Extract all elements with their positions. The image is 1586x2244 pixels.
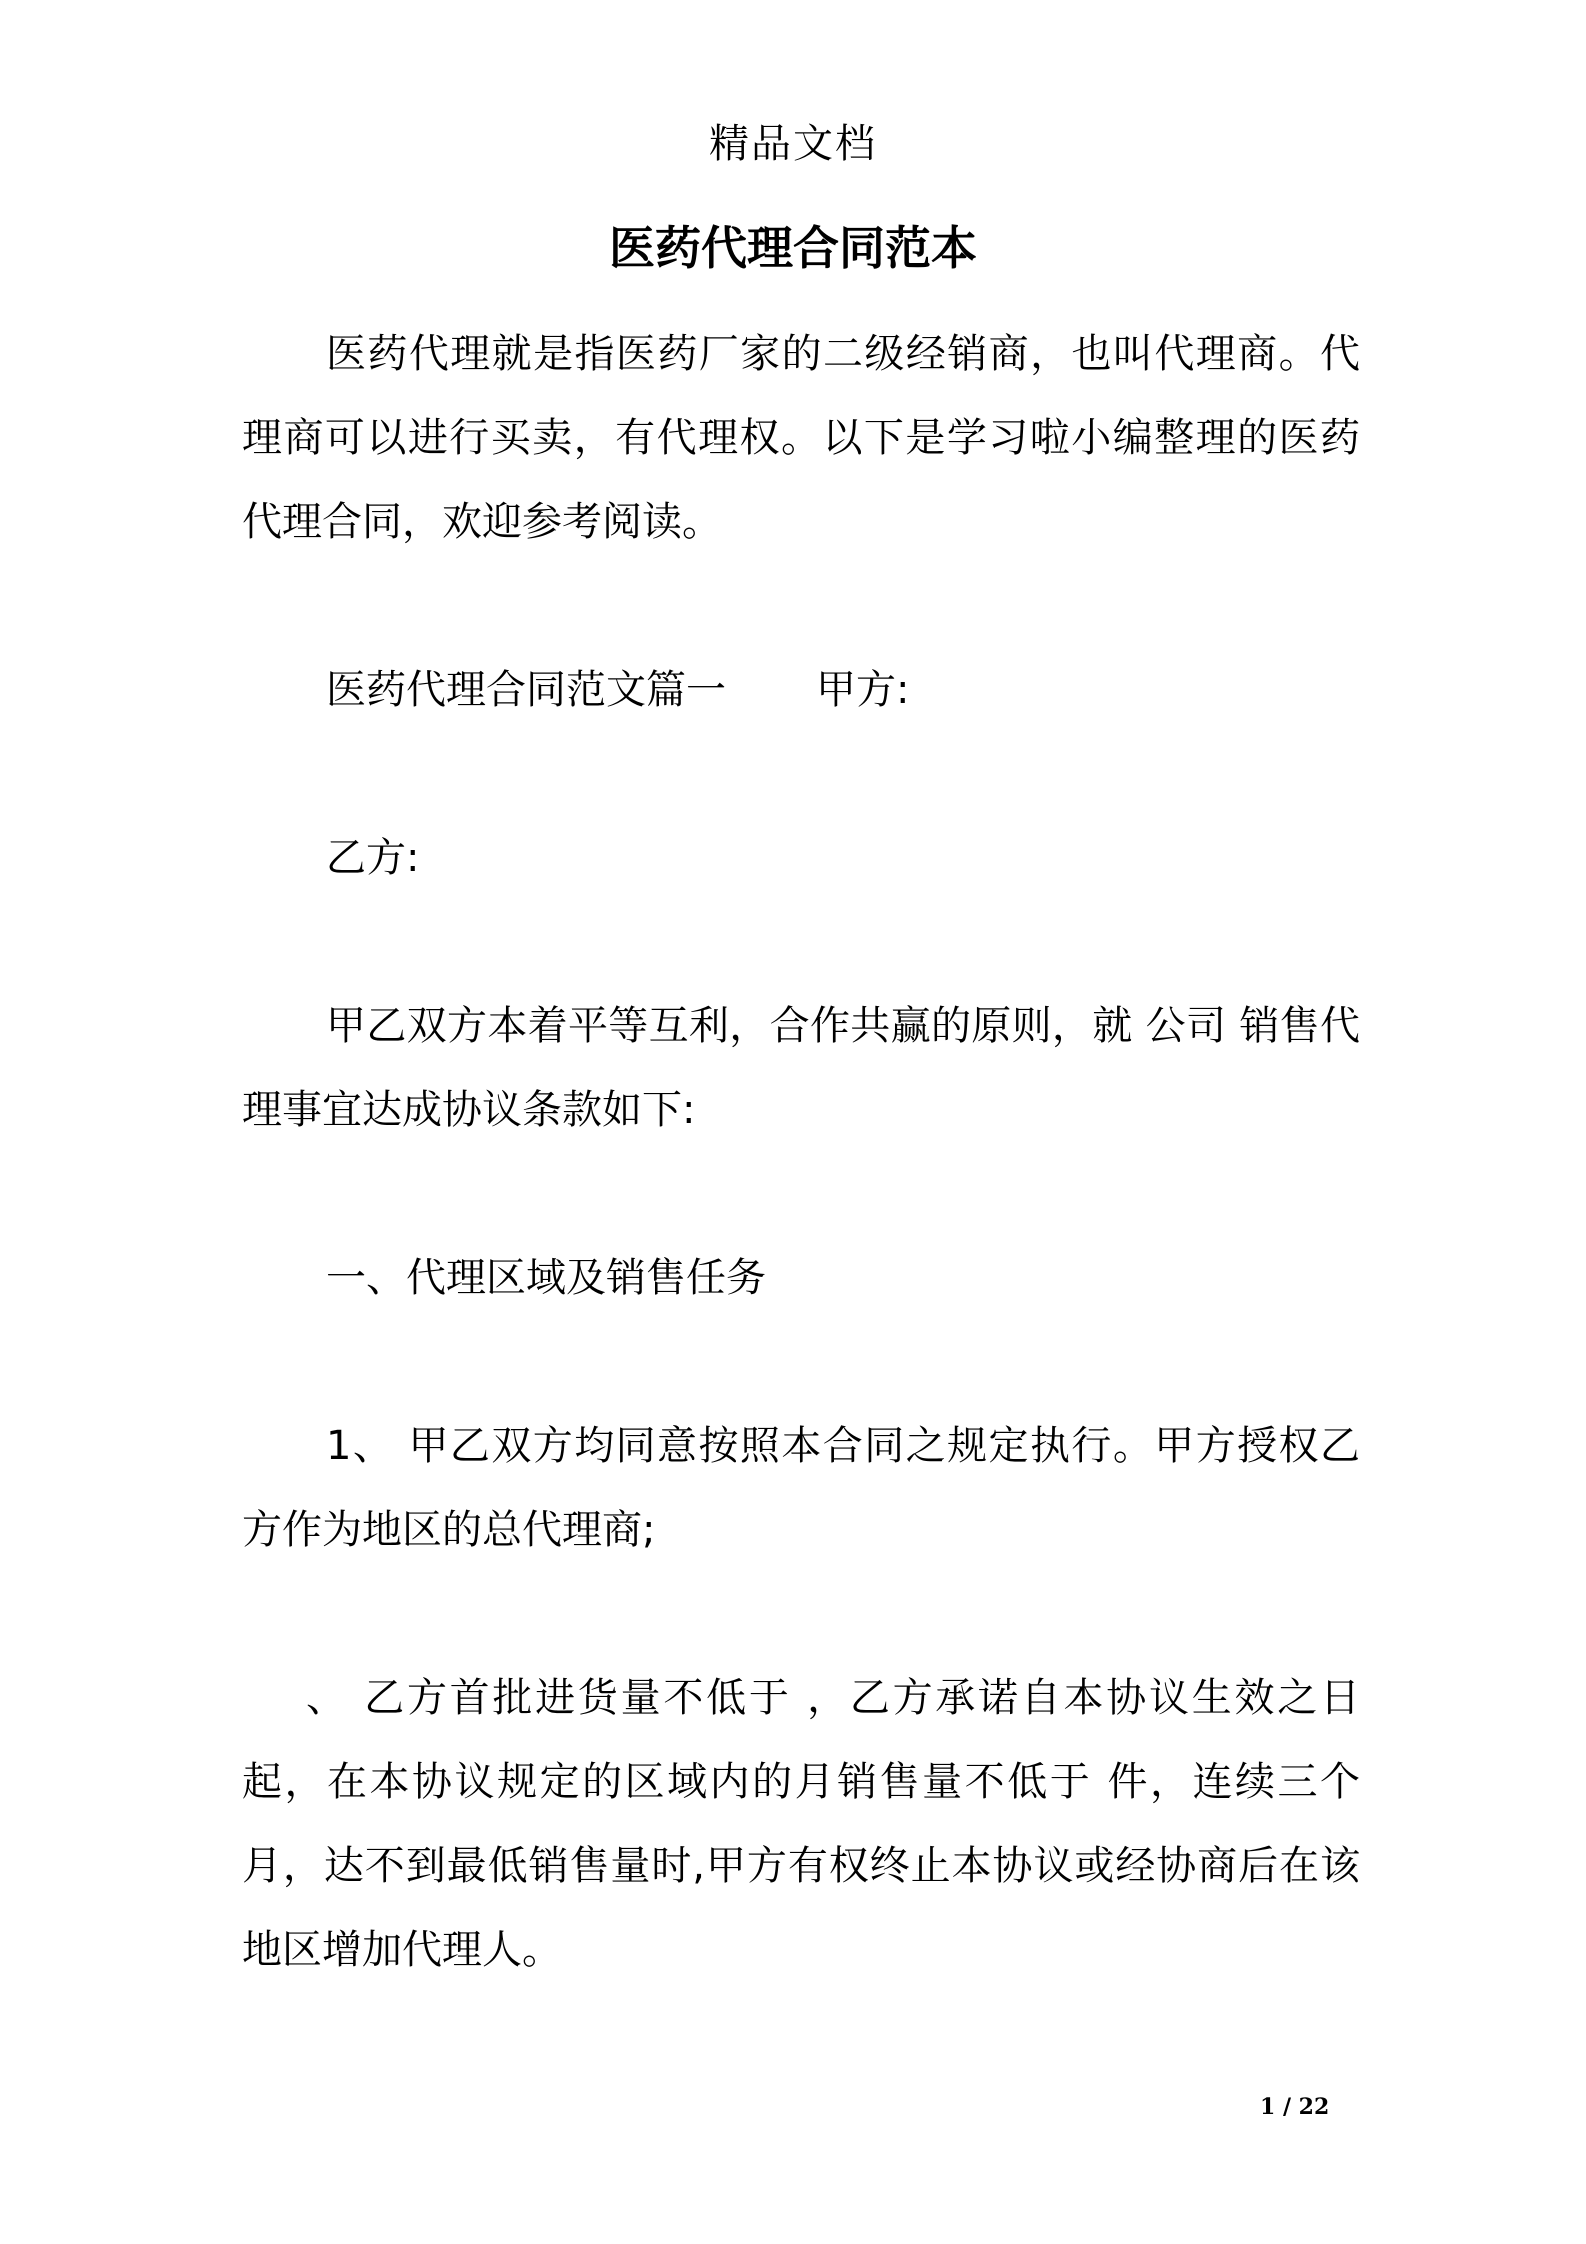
intro-paragraph: 医药代理就是指医药厂家的二级经销商，也叫代理商。代理商可以进行买卖，有代理权。以下是学习啦小编整理的医药代理合同，欢迎参考阅读。 — [242, 331, 1360, 545]
section-heading-line — [242, 648, 1360, 732]
document-header: 精品文档 — [709, 121, 877, 167]
clause-item-1: 1、 甲乙双方均同意按照本合同之规定执行。甲方授权乙方作为地区的总代理商; — [242, 1423, 1360, 1553]
page-number: 1 / 22 — [1260, 2094, 1330, 2120]
clause-one-title: 一、代理区域及销售任务 — [326, 1255, 766, 1301]
section-heading: 医药代理合同范文篇一 — [326, 667, 726, 713]
document-title: 医药代理合同范本 — [609, 221, 977, 275]
party-b-label: 乙方: — [326, 835, 420, 881]
clause-item-2: 、 乙方首批进货量不低于 ，乙方承诺自本协议生效之日起，在本协议规定的区域内的月销售量不低于 件，连续三个月，达不到最低销售量时,甲方有权终止本协议或经协商后在该地区增加代理人。 — [242, 1675, 1360, 1973]
party-a-label: 甲方: — [816, 667, 910, 713]
agreement-paragraph: 甲乙双方本着平等互利，合作共赢的原则，就 公司 销售代理事宜达成协议条款如下: — [242, 1003, 1360, 1133]
